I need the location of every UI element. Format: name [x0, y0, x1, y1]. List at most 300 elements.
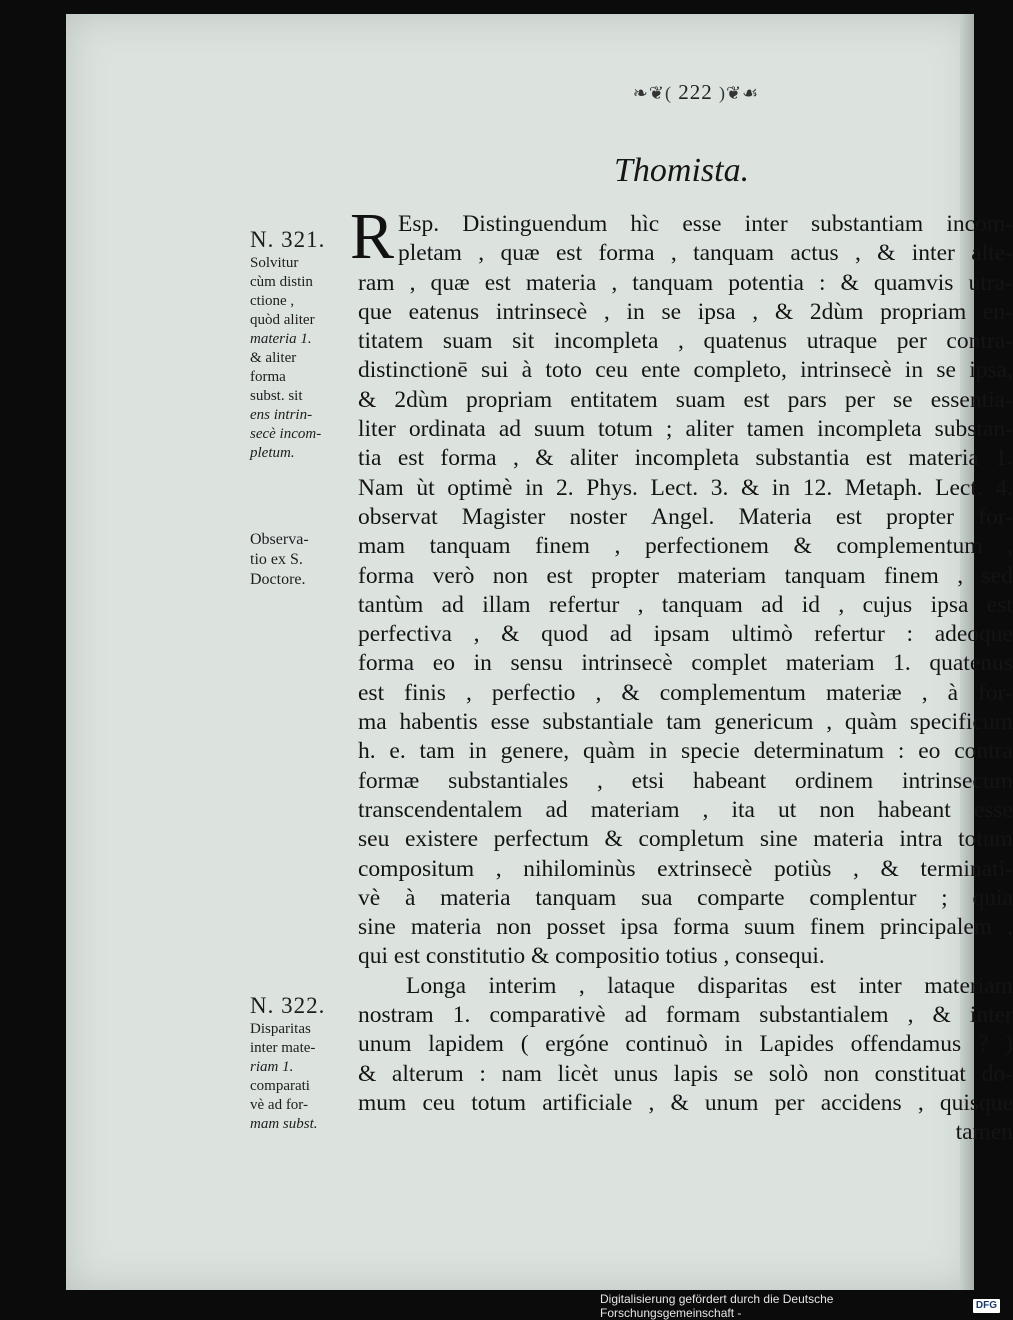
word: à: [404, 884, 416, 911]
word: substantiales: [448, 767, 569, 794]
word: :: [818, 269, 826, 296]
margin-note-line: ctione ,: [250, 293, 295, 309]
word: est: [397, 445, 425, 472]
word: non: [819, 796, 855, 823]
word: propriam: [880, 298, 967, 325]
word: tanquam: [661, 591, 743, 618]
word: utra-: [968, 269, 1013, 296]
word: ergóne: [545, 1031, 609, 1058]
word: lapidem: [428, 1031, 504, 1058]
word: for-: [978, 503, 1013, 530]
word: complet: [691, 650, 768, 677]
word: verò: [432, 562, 475, 589]
word: forma: [440, 445, 497, 472]
word: Esp.: [398, 211, 440, 237]
word: eo: [918, 738, 941, 765]
text-line: [358, 474, 1013, 503]
word: in: [724, 1031, 743, 1058]
word: inter: [969, 1002, 1013, 1029]
word: est: [358, 679, 385, 706]
word: quia: [972, 884, 1013, 911]
word: cujus: [862, 591, 913, 618]
word: continuò: [625, 1031, 708, 1058]
word: ipsa: [930, 591, 969, 618]
word: utraque: [806, 328, 878, 355]
word: refertur: [548, 591, 620, 618]
word: habeant: [693, 767, 767, 794]
word: ,: [1007, 914, 1013, 941]
word: substan-: [934, 416, 1013, 443]
word: seu: [358, 826, 390, 853]
margin-note-line: materia 1.: [250, 331, 312, 347]
word: 1.: [452, 1002, 471, 1029]
text-line: [358, 356, 1013, 385]
word: sui: [480, 357, 509, 384]
word: ad: [609, 621, 632, 648]
margin-note-line: vè ad for-: [250, 1097, 309, 1113]
word: unum: [358, 1031, 412, 1058]
word: ;: [665, 416, 673, 443]
word: ,: [603, 298, 610, 325]
word: aliter: [569, 445, 619, 472]
word: ,: [854, 240, 861, 267]
text-line: [358, 591, 1013, 620]
word: principalem: [879, 914, 993, 941]
text-line: [358, 327, 1013, 356]
word: ad: [441, 591, 464, 618]
word: est: [810, 972, 837, 999]
margin-note-line: Disparitas: [250, 1021, 311, 1037]
word: h.: [358, 738, 376, 765]
text-line: [358, 210, 1013, 239]
section-title: Thomista.: [614, 152, 750, 189]
word: perfectionem: [644, 533, 769, 560]
word: finis: [404, 679, 446, 706]
word: in: [648, 738, 668, 765]
word: id: [801, 591, 820, 618]
word: 2dùm: [809, 298, 864, 325]
word: intrinsecum: [901, 767, 1013, 794]
footer-text: Digitalisierung gefördert durch die Deutsche Forschungsgemeinschaft -: [600, 1291, 834, 1320]
word: extrinsecè: [657, 855, 753, 882]
word: materiam: [590, 796, 680, 823]
word: ,: [611, 269, 618, 296]
word: forma: [673, 914, 730, 941]
word: disparitas: [697, 972, 788, 999]
word: 3.: [710, 474, 729, 501]
word: habeant: [877, 796, 951, 823]
word: &: [741, 474, 760, 501]
text-line: [358, 620, 1013, 649]
margin-note-line: secè incom-: [250, 426, 322, 442]
word: quæ: [500, 240, 540, 267]
word: ,: [826, 709, 833, 736]
word: in: [904, 357, 924, 384]
margin-note-line: Solvitur: [250, 255, 299, 271]
word: 4.: [995, 474, 1013, 501]
word: genere,: [500, 738, 570, 765]
word: per: [896, 328, 927, 355]
word: ,: [917, 1089, 924, 1116]
word: tanquam: [632, 269, 714, 296]
word: in: [771, 474, 791, 501]
word: Nam: [358, 474, 404, 501]
dfg-logo-icon: DFG: [973, 1299, 1000, 1313]
word: perfectiva: [358, 621, 452, 648]
word: actus: [790, 240, 839, 267]
word: 1.: [893, 650, 911, 677]
word: comparte: [697, 884, 785, 911]
word: forma: [598, 240, 655, 267]
word: incompleta: [553, 328, 659, 355]
body-text: [350, 200, 1013, 1148]
word: interim: [488, 972, 557, 999]
word: refertur: [814, 621, 885, 648]
word: est: [743, 386, 770, 413]
word: quatenus: [929, 650, 1013, 677]
word: essentia-: [930, 386, 1013, 413]
word: materia: [525, 269, 597, 296]
word: perfectum: [493, 826, 589, 853]
page-number: 222: [678, 80, 713, 104]
word: unum: [704, 1089, 759, 1116]
word: in: [468, 738, 487, 765]
word: (: [520, 1031, 529, 1058]
word: unus: [613, 1060, 659, 1087]
word: sensu: [510, 650, 563, 677]
word: compositum: [358, 855, 475, 882]
word: ,: [1007, 533, 1013, 560]
margin-note-line: riam 1.: [250, 1059, 294, 1075]
text-line: [358, 1089, 1013, 1118]
word: specificum: [909, 709, 1013, 736]
word: Angel.: [651, 503, 715, 530]
word: ipsa: [697, 298, 736, 325]
word: :: [906, 621, 914, 648]
margin-note-line: tio ex S.: [250, 551, 303, 568]
word: 12.: [802, 474, 833, 501]
margin-note-line: ens intrin-: [250, 407, 313, 423]
word: materia: [908, 445, 979, 472]
word: est: [835, 503, 862, 530]
word: ùt: [416, 474, 435, 501]
word: ultimò: [731, 621, 793, 648]
text-line: [358, 269, 1013, 298]
word: offendamus: [850, 1031, 962, 1058]
word: tantùm: [358, 591, 424, 618]
word: nihilominùs: [523, 855, 636, 882]
word: adeoque: [934, 621, 1013, 648]
word: esse: [490, 709, 530, 736]
word: &: [774, 298, 794, 325]
word: intrinsecè: [495, 298, 588, 325]
text-line: [358, 855, 1013, 884]
word: se: [733, 1060, 754, 1087]
word: inter: [911, 240, 955, 267]
word: liter: [358, 416, 396, 443]
drop-cap: R: [350, 200, 395, 273]
word: nostram: [358, 1002, 434, 1029]
word: licèt: [557, 1060, 599, 1087]
text-line: [358, 1030, 1013, 1059]
word: quàm: [844, 709, 898, 736]
margin-note-line: pletum.: [250, 445, 295, 461]
word: sit: [512, 328, 535, 355]
word: observat: [358, 503, 438, 530]
word: do-: [981, 1060, 1013, 1087]
word: non: [492, 562, 529, 589]
text-line: [358, 562, 1013, 591]
word: suum: [744, 914, 796, 941]
word: vè: [358, 884, 381, 911]
word: ,: [648, 1089, 655, 1116]
margin-note-line: inter mate-: [250, 1040, 316, 1056]
running-header: [596, 80, 796, 105]
word: ad: [545, 796, 568, 823]
text-line: [358, 796, 1013, 825]
text-line: qui est constitutio & compositio totius , consequi.: [358, 943, 825, 970]
word: materiæ: [825, 679, 902, 706]
margin-note-line: comparati: [250, 1078, 310, 1094]
word: 2dùm: [394, 386, 448, 413]
word: Lect.: [935, 474, 983, 501]
margin-note-322: [250, 992, 350, 1134]
word: toto: [545, 357, 582, 384]
word: pars: [787, 386, 827, 413]
margin-note-line: mam subst.: [250, 1116, 318, 1132]
word: finem: [535, 533, 590, 560]
word: est: [865, 445, 892, 472]
margin-note-number: N. 322.: [250, 993, 326, 1018]
word: materia: [410, 914, 482, 941]
word: &: [840, 269, 859, 296]
word: ,: [752, 298, 759, 325]
word: Phys.: [586, 474, 638, 501]
word: e.: [389, 738, 406, 765]
word: pletam: [398, 240, 462, 267]
word: eatenus: [408, 298, 480, 325]
word: illam: [482, 591, 531, 618]
word: tanquam: [429, 533, 511, 560]
word: totum: [598, 416, 653, 443]
text-line: [358, 532, 1013, 561]
word: alte-: [971, 240, 1013, 267]
word: tam: [419, 738, 455, 765]
word: contra: [954, 738, 1013, 765]
margin-note-321: [250, 226, 350, 463]
word: Distinguendum: [462, 211, 608, 237]
text-line: [358, 708, 1013, 737]
word: aliter: [685, 416, 734, 443]
word: Lapides: [759, 1031, 834, 1058]
word: suum: [534, 416, 586, 443]
word: specie: [681, 738, 740, 765]
word: &: [358, 386, 377, 413]
text-line: [358, 825, 1013, 854]
margin-note-line: Doctore.: [250, 571, 306, 588]
margin-note-line: Observa-: [250, 531, 309, 548]
word: esse: [682, 211, 722, 237]
word: ): [1005, 1031, 1013, 1058]
word: mum: [358, 1089, 407, 1116]
word: lapis: [673, 1060, 719, 1087]
text-line: [358, 503, 1013, 532]
word: accidens: [820, 1089, 902, 1116]
word: &: [932, 1002, 951, 1029]
text-line: [358, 444, 1013, 473]
word: en-: [982, 298, 1013, 325]
word: &: [604, 826, 623, 853]
word: quàm: [582, 738, 636, 765]
word: determinatum: [753, 738, 885, 765]
word: intra: [899, 826, 943, 853]
word: ,: [596, 767, 603, 794]
catchword: tamen: [955, 1119, 1013, 1146]
word: materiam: [785, 650, 875, 677]
word: ,: [838, 591, 845, 618]
margin-note-observatio: [250, 530, 350, 590]
word: in: [626, 298, 645, 325]
word: substantiam: [810, 211, 924, 237]
word: sed: [981, 562, 1013, 589]
word: :: [479, 1060, 486, 1087]
text-line: [358, 913, 1013, 942]
word: sine: [358, 914, 396, 941]
word: propter: [591, 562, 659, 589]
word: ipsam: [653, 621, 710, 648]
text-line: [358, 239, 1013, 268]
margin-note-number: N. 321.: [250, 227, 326, 252]
word: lataque: [607, 972, 676, 999]
text-line: [358, 679, 1013, 708]
word: transcendentalem: [358, 796, 523, 823]
word: substantiale: [542, 709, 654, 736]
word: intrinsecè: [581, 650, 673, 677]
word: alterum: [391, 1060, 464, 1087]
word: substantia: [755, 445, 850, 472]
word: ,: [512, 445, 519, 472]
word: incom-: [946, 211, 1013, 237]
word: ente: [641, 357, 681, 384]
word: formam: [665, 1002, 741, 1029]
word: ipsa: [620, 914, 659, 941]
word: ,: [595, 679, 602, 706]
word: propriam: [466, 386, 553, 413]
word: ,: [678, 328, 684, 355]
word: quatenus: [703, 328, 788, 355]
word: forma: [358, 562, 415, 589]
word: se: [661, 298, 682, 325]
word: noster: [569, 503, 627, 530]
word: ipsa,: [969, 357, 1013, 384]
word: mam: [358, 533, 405, 560]
word: per: [774, 1089, 805, 1116]
text-line: [358, 737, 1013, 766]
margin-note-line: quòd aliter: [250, 312, 315, 328]
word: ,: [637, 591, 644, 618]
word: formæ: [358, 767, 420, 794]
word: &: [501, 621, 520, 648]
word: in: [473, 650, 492, 677]
text-line: [358, 1060, 1013, 1089]
word: sine: [759, 826, 798, 853]
word: &: [793, 533, 812, 560]
word: ,: [495, 855, 502, 882]
text-line: [358, 649, 1013, 678]
word: non: [823, 1060, 859, 1087]
text-line: [358, 386, 1013, 415]
text-line: [358, 972, 1013, 1001]
text-line: [358, 415, 1013, 444]
word: titatem: [358, 328, 424, 355]
word: suam: [442, 328, 493, 355]
word: materia: [813, 826, 884, 853]
word: quæ: [430, 269, 470, 296]
word: &: [877, 240, 896, 267]
word: existere: [404, 826, 479, 853]
word: ceu: [422, 1089, 456, 1116]
word: perfectio: [491, 679, 576, 706]
word: tam: [666, 709, 702, 736]
word: est: [556, 240, 583, 267]
word: est: [484, 269, 511, 296]
word: distinctionē: [358, 357, 468, 384]
word: complementum: [659, 679, 806, 706]
word: artificiale: [542, 1089, 633, 1116]
word: tanquam: [784, 562, 866, 589]
word: non: [496, 914, 532, 941]
word: substantialem: [759, 1002, 889, 1029]
word: per: [844, 386, 875, 413]
word: inter: [858, 972, 902, 999]
word: tia: [358, 445, 382, 472]
word: Metaph.: [844, 474, 923, 501]
word: esse: [973, 796, 1013, 823]
word: Longa: [406, 972, 467, 999]
word: hìc: [630, 211, 660, 237]
word: :: [897, 738, 905, 765]
word: ad: [761, 591, 784, 618]
word: ram: [358, 269, 395, 296]
word: completum: [638, 826, 745, 853]
text-line: [358, 767, 1013, 796]
word: inter: [744, 211, 788, 237]
word: &: [670, 1089, 689, 1116]
ornament-right-icon: )❦☙: [718, 83, 760, 103]
word: 2.: [556, 474, 574, 501]
word: tamen: [746, 416, 805, 443]
word: ordinem: [794, 767, 874, 794]
word: ,: [702, 796, 709, 823]
footer-banner: [600, 1291, 1000, 1320]
word: solò: [768, 1060, 809, 1087]
word: finem: [883, 562, 939, 589]
word: ut: [778, 796, 797, 823]
word: ma: [358, 709, 387, 736]
word: ,: [409, 269, 416, 296]
word: incompleta: [634, 445, 740, 472]
word: ,: [478, 240, 485, 267]
word: incompleta: [817, 416, 922, 443]
word: 1.: [995, 445, 1013, 472]
word: ad: [498, 416, 522, 443]
word: quisque: [939, 1089, 1013, 1116]
margin-note-line: & aliter: [250, 350, 297, 366]
word: ,: [614, 533, 621, 560]
word: Magister: [461, 503, 546, 530]
word: &: [535, 445, 554, 472]
margin-note-line: subst. sit: [250, 388, 303, 404]
